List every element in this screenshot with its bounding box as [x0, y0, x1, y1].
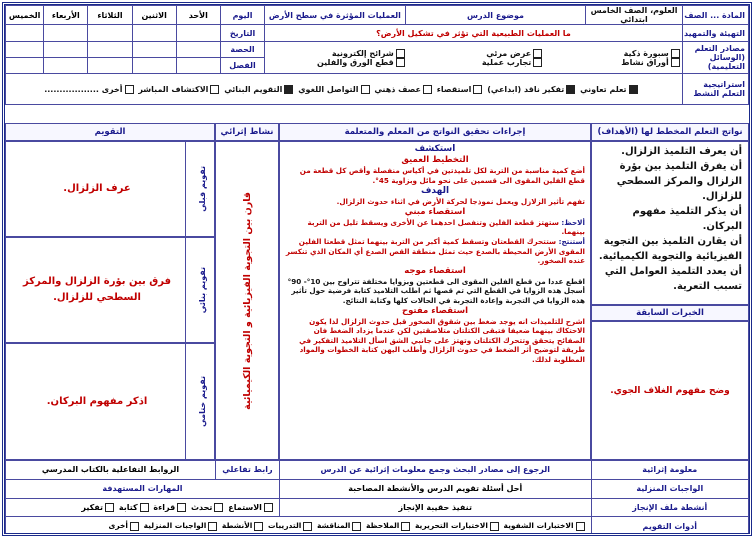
- checkbox-icon[interactable]: [533, 58, 542, 67]
- procedures-header: إجراءات تحقيق النواتج من المعلم والمتعلمة: [279, 123, 591, 141]
- day-cell: الأربعاء: [44, 6, 88, 25]
- objective-item: أن يعدد التلميذ العوامل التي تسبب التعرية.: [604, 266, 742, 292]
- checkbox-checked-icon[interactable]: [629, 85, 638, 94]
- eval-text: عرف الزلزال.: [63, 183, 131, 194]
- proc-heading: استقصاء موجه: [404, 265, 466, 276]
- checkbox-icon[interactable]: [533, 49, 542, 58]
- activity-text: قارن بين التجوية الفيزيائية و التجوية الكيميائية: [241, 191, 253, 410]
- checkbox-checked-icon[interactable]: [284, 85, 293, 94]
- strategy-options: تعلم تعاوني تفكير ناقد (ابداعي) استقصاء عصف ذهني التواصل اللغوي التقويم البنائي الاكتشاف المباشر أخرى ..................: [6, 74, 683, 105]
- prior-header: الخبرات السابقة: [591, 305, 749, 321]
- proc-heading: الهدف: [420, 186, 450, 197]
- checkbox-icon[interactable]: [264, 503, 273, 512]
- evaluation-header: التقويم: [5, 123, 215, 141]
- eval-row-pre: [5, 141, 215, 237]
- lesson-plan-sheet: [2, 2, 752, 536]
- resource-item[interactable]: عرض مرئي: [407, 49, 544, 58]
- activity-box: [215, 141, 279, 460]
- checkbox-icon[interactable]: [490, 522, 499, 531]
- portfolio-text: تنفيذ حقيبة الإنجاز: [279, 498, 591, 517]
- proc-heading: استقصاء مفتوح: [401, 305, 469, 316]
- checkbox-icon[interactable]: [473, 85, 482, 94]
- strategy-label: استراتيجية التعلم النشط: [682, 74, 748, 105]
- checkbox-icon[interactable]: [423, 85, 432, 94]
- period-label: الحصة: [220, 41, 264, 57]
- checkbox-icon[interactable]: [177, 503, 186, 512]
- checkbox-icon[interactable]: [208, 522, 217, 531]
- checkbox-icon[interactable]: [576, 522, 585, 531]
- eval-label: تقويم قبلي: [197, 166, 207, 212]
- resources-label: مصادر التعلم (الوسائل التعليمية): [682, 41, 748, 74]
- activity-header: نشاط إثرائي: [215, 123, 279, 141]
- checkbox-icon[interactable]: [125, 85, 134, 94]
- objective-item: أن يعرف التلميذ الزلزال.: [621, 146, 742, 157]
- checkbox-icon[interactable]: [671, 49, 680, 58]
- checkbox-icon[interactable]: [130, 522, 139, 531]
- eval-label: تقويم ختامي: [197, 376, 207, 427]
- checkbox-icon[interactable]: [254, 522, 263, 531]
- topic-label: موضوع الدرس: [405, 6, 586, 25]
- link-label: رابط تفاعلي: [215, 461, 279, 480]
- enrich-text: الرجوع إلى مصادر البحث وجمع معلومات إثرائية عن الدرس: [279, 461, 591, 480]
- resource-item[interactable]: سبورة ذكية: [544, 49, 681, 58]
- prior-box: [591, 321, 749, 460]
- proc-heading: التخطيط العميق: [401, 155, 469, 165]
- prior-text: وضح مفهوم الغلاف الجوي.: [610, 385, 730, 396]
- checkbox-icon[interactable]: [214, 503, 223, 512]
- intro-label: التهيئة والتمهيد: [682, 25, 748, 41]
- tools-label: أدوات التقويم: [591, 517, 748, 536]
- checkbox-icon[interactable]: [396, 49, 405, 58]
- class-label: الفصل: [220, 58, 264, 74]
- resources-list: [265, 41, 683, 74]
- footer-table: [5, 460, 749, 536]
- date-label: التاريخ: [220, 25, 264, 41]
- checkbox-icon[interactable]: [210, 85, 219, 94]
- eval-row-formative: [5, 237, 215, 343]
- procedures-box: [279, 141, 591, 460]
- checkbox-icon[interactable]: [303, 522, 312, 531]
- objective-item: أن يفرق التلميذ بين بؤرة الزلزال والمركز السطحي للزلزال.: [616, 161, 742, 202]
- day-cell: الأحد: [176, 6, 220, 25]
- tools-options: الاختبارات الشفوية الاختبارات التحريرية الملاحظة المناقشة التدريبات الأنشطة الواجبات المنزلية أخرى: [6, 517, 592, 536]
- day-cell: اليوم: [220, 6, 264, 25]
- header-table: [5, 5, 749, 105]
- proc-paragraph: اشرح للتلميذات انه يوجد ضغط بين شقوق الصخور قبل حدوث الزلزال لذا يكون الاحتكاك بينهما ضعيفا فتبقى الكتلتان متلاصقتين لكن عندما يزداد الضغط فان الصفائح يتحقق وتتحرك الكتلتان وتهتز على جانبي الشق اسأل التلاميذ التفكير في طريقة لتوضيح أثر الضغط في حدوث الزلزال وأطلب اليهن كتابة الخطوات والمواد المطلوبة لذلك.: [299, 316, 585, 364]
- proc-paragraph: اقطع عددا من قطع الفلين المقوى الى قطعتين وبزوايا مختلفة تتراوح بين 10°- 90° أسجل هذه الزوايا في القطع التي تم قصها ثم اطلب التلاميذ كتابة فرضية حول تأثير هذه الزوايا في التجربة وإعادة التجربة في الحالات كلها وكتابة النتائج.: [287, 276, 585, 305]
- checkbox-checked-icon[interactable]: [566, 85, 575, 94]
- eval-label: تقويم بنائي: [197, 266, 207, 314]
- day-cell: الاثنين: [132, 6, 176, 25]
- checkbox-icon[interactable]: [671, 58, 680, 67]
- eval-text: اذكر مفهوم البركان.: [46, 395, 148, 407]
- objectives-box: [591, 141, 749, 305]
- skills-label: المهارات المستهدفة: [6, 479, 280, 498]
- portfolio-label: أنشطة ملف الإنجاز: [591, 498, 748, 517]
- checkbox-icon[interactable]: [105, 503, 114, 512]
- cross-label: الروابط التفاعلية بالكتاب المدرسي: [6, 461, 216, 480]
- conclusion-label: أستنتج:: [558, 236, 585, 246]
- proc-heading: استقصاء مبني: [404, 206, 466, 217]
- checkbox-icon[interactable]: [401, 522, 410, 531]
- proc-paragraph: أضع كمية مناسبة من التربة لكل تلميذتين في أكياس منفصلة وأقص كل قطعة من قطع الفلين المقوى الى قسمين على نحو مائل وبزاوية 45°.: [299, 166, 585, 185]
- objective-item: أن يقارن التلميذ بين التجوية الفيزيائية والتجوية الكيميائية.: [598, 236, 742, 262]
- resource-item[interactable]: قطع الورق والفلين: [269, 58, 406, 67]
- note-label: ألاحظ:: [561, 217, 585, 227]
- homework-text: أحل أسئلة تقويم الدرس والأنشطة المصاحبة: [279, 479, 591, 498]
- checkbox-icon[interactable]: [140, 503, 149, 512]
- objective-item: أن يذكر التلميذ مفهوم البركان.: [632, 206, 742, 232]
- day-cell: الخميس: [6, 6, 44, 25]
- subject-value: العلوم، الصف الخامس ابتدائي: [586, 6, 682, 25]
- objectives-header: نواتج التعلم المخطط لها (الأهداف): [591, 123, 749, 141]
- resource-item[interactable]: أوراق نشاط: [544, 58, 681, 67]
- eval-text: فرق بين بؤرة الزلزال والمركز السطحي للزلزال.: [23, 276, 171, 303]
- intro-question: ما العمليات الطبيعية التي تؤثر في تشكيل الأرض؟: [265, 25, 683, 41]
- enrich-label: معلومة إثرائية: [591, 461, 748, 480]
- checkbox-icon[interactable]: [352, 522, 361, 531]
- checkbox-icon[interactable]: [361, 85, 370, 94]
- skills-options: الاستماع تحدث قراءة كتابة تفكير: [6, 498, 280, 517]
- day-cell: الثلاثاء: [88, 6, 132, 25]
- proc-heading: استكشف: [414, 144, 456, 154]
- conclusion-text: ستتحرك القطعتان وتسقط كمية أكبر من التربة بينهما تمثل قطعتا الفلين المقوى الأرض المحيطة بالصدع حيث تمثل منطقة القص الصدع أي المكان الذي تنكسر عنده الصخور.: [285, 236, 585, 266]
- resource-item[interactable]: شرائح إلكترونية: [269, 49, 406, 58]
- eval-row-final: [5, 343, 215, 460]
- homework-label: الواجبات المنزلية: [591, 479, 748, 498]
- note-text: ستهتز قطعة الفلين وتنفصل احدهما عن الأخرى ويسقط تليل من التربة بينهما.: [307, 217, 585, 237]
- resource-item[interactable]: تجارب عملية: [407, 58, 544, 67]
- lesson-title: العمليات المؤثرة في سطح الأرض: [265, 6, 406, 25]
- subject-label: المادة ... الصف: [682, 6, 748, 25]
- checkbox-icon[interactable]: [396, 58, 405, 67]
- proc-paragraph: تفهم تأثير الزلازل ويعمل نموذجا لحركة الأرض في اثناء حدوث الزلزال.: [336, 197, 585, 207]
